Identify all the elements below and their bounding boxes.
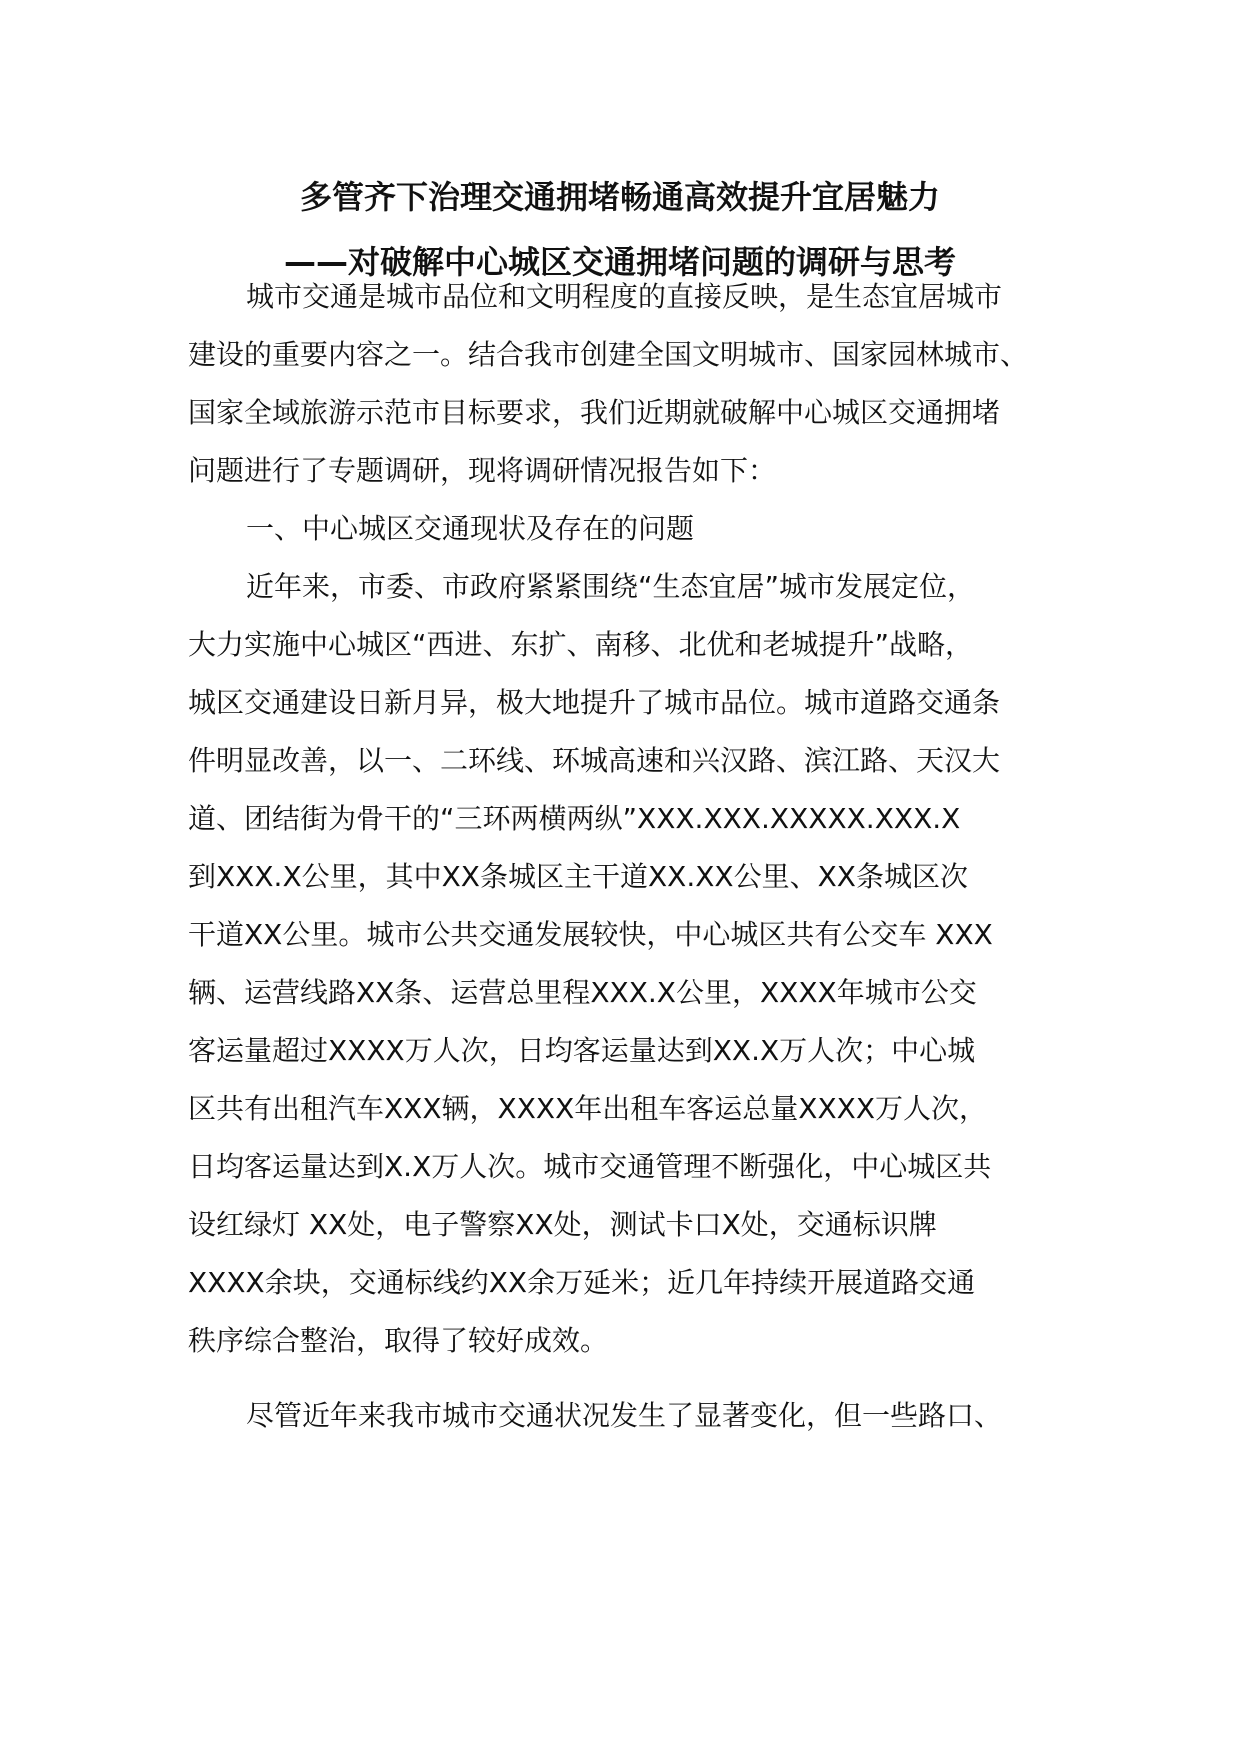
paragraph-line: 城区交通建设日新月异，极大地提升了城市品位。城市道路交通条	[188, 686, 1001, 719]
document-title: 多管齐下治理交通拥堵畅通高效提升宜居魅力	[299, 178, 940, 216]
paragraph-line: XXXX余块，交通标线约XX余万延米；近几年持续开展道路交通	[188, 1266, 976, 1299]
paragraph-line: 客运量超过XXXX万人次，日均客运量达到XX.X万人次；中心城	[188, 1034, 976, 1067]
paragraph-line: 近年来，市委、市政府紧紧围绕“生态宜居”城市发展定位，	[246, 570, 976, 603]
paragraph-line: 件明显改善，以一、二环线、环城高速和兴汉路、滨江路、天汉大	[188, 744, 1001, 777]
paragraph-line: 干道XX公里。城市公共交通发展较快，中心城区共有公交车 XXX	[188, 918, 993, 951]
paragraph-line: 道、团结街为骨干的“三环两横两纵”XXX.XXX.XXXXX.XXX.X	[188, 802, 961, 835]
paragraph-line: 到XXX.X公里，其中XX条城区主干道XX.XX公里、XX条城区次	[188, 860, 968, 893]
paragraph-line: 国家全域旅游示范市目标要求，我们近期就破解中心城区交通拥堵	[188, 396, 1001, 429]
section-heading: 一、中心城区交通现状及存在的问题	[246, 512, 695, 545]
document-subtitle: ——对破解中心城区交通拥堵问题的调研与思考	[283, 243, 956, 281]
paragraph-line: 区共有出租汽车XXX辆，XXXX年出租车客运总量XXXX万人次，	[188, 1092, 988, 1125]
paragraph-line: 辆、运营线路XX条、运营总里程XXX.X公里，XXXX年城市公交	[188, 976, 977, 1009]
paragraph-line: 设红绿灯 XX处，电子警察XX处，测试卡口X处，交通标识牌	[188, 1208, 937, 1241]
paragraph-line: 建设的重要内容之一。结合我市创建全国文明城市、国家园林城市、	[188, 338, 1029, 371]
paragraph-line: 秩序综合整治，取得了较好成效。	[188, 1324, 609, 1357]
paragraph-line: 城市交通是城市品位和文明程度的直接反映，是生态宜居城市	[246, 280, 1003, 313]
paragraph-line: 尽管近年来我市城市交通状况发生了显著变化，但一些路口、	[246, 1399, 1003, 1432]
paragraph-line: 问题进行了专题调研，现将调研情况报告如下：	[188, 454, 777, 487]
paragraph-line: 日均客运量达到X.X万人次。城市交通管理不断强化，中心城区共	[188, 1150, 992, 1183]
paragraph-line: 大力实施中心城区“西进、东扩、南移、北优和老城提升”战略，	[188, 628, 974, 661]
